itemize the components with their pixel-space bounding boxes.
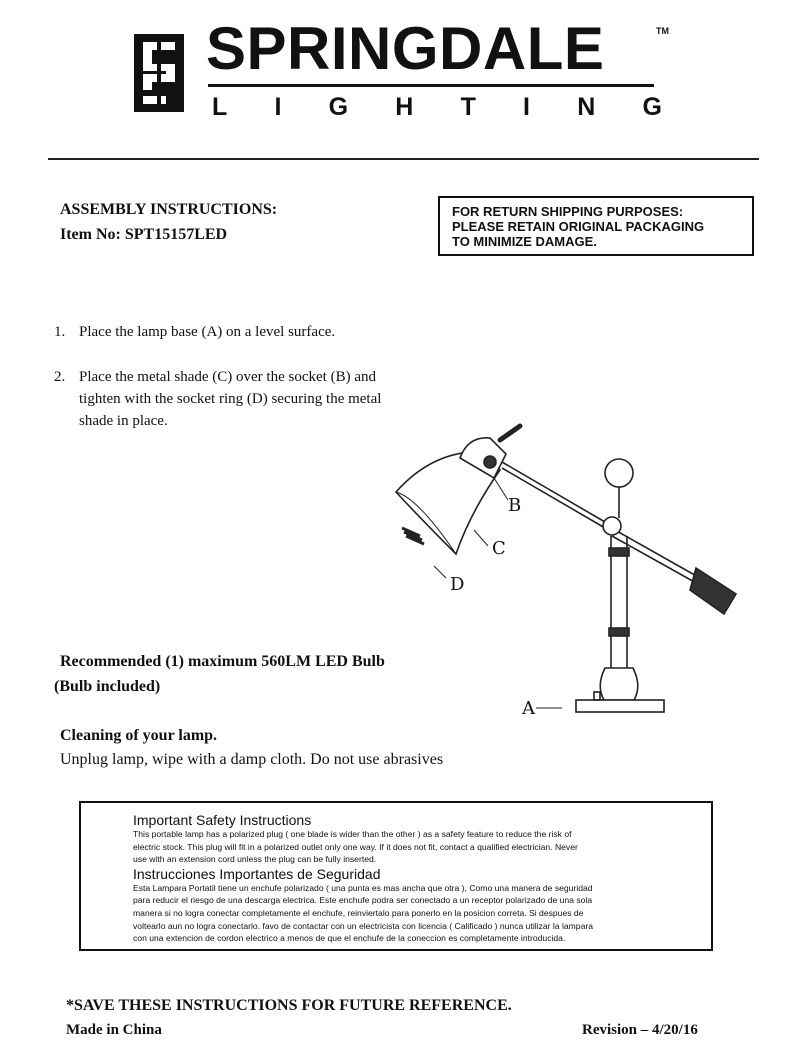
revision-date: Revision – 4/20/16 (582, 1022, 698, 1038)
safety-line-es: manera si no logra conectar completamente el enchufe, reinviertalo para ponerlo en la posicion correta. Si despues de (133, 907, 584, 918)
safety-line-es: con una extencion de cordon electrico a menos de que el enchufe de la coneccion es completamente introducida. (133, 933, 566, 944)
lamp-assembly-diagram (390, 418, 770, 718)
brand-sub-letter: T (460, 93, 476, 121)
safety-title-es: Instrucciones Importantes de Seguridad (133, 865, 381, 882)
label-a: A (522, 698, 535, 718)
label-d: D (450, 574, 465, 595)
brand-name: SPRINGDALE (206, 15, 605, 82)
label-c: C (492, 538, 506, 559)
lamp-base-a (576, 700, 664, 712)
brand-sub-letter: I (274, 93, 282, 121)
springdale-logo-mark (134, 34, 184, 112)
brand-sub-letter: G (328, 93, 349, 121)
notice-line: TO MINIMIZE DAMAGE. (452, 234, 597, 249)
brand-underline (208, 84, 654, 87)
safety-line-en: This portable lamp has a polarized plug ( one blade is wider than the other ) as a safety feature to reduce the risk of (133, 829, 572, 839)
cleaning-title: Cleaning of your lamp. (60, 727, 218, 744)
brand-subtitle (212, 95, 662, 120)
counterweight (690, 568, 736, 614)
brand-sub-letter: H (395, 93, 414, 121)
save-instructions-note: *SAVE THESE INSTRUCTIONS FOR FUTURE REFERENCE. (66, 997, 512, 1014)
assembly-title: ASSEMBLY INSTRUCTIONS: (60, 201, 278, 218)
bulb-included: (Bulb included) (54, 678, 161, 695)
step-text: Place the metal shade (C) over the socket (B) and tighten with the socket ring (D) securing the metal shade in place. (79, 369, 382, 429)
cleaning-text: Unplug lamp, wipe with a damp cloth. Do not use abrasives (60, 751, 444, 768)
brand-sub-letter: N (577, 93, 596, 121)
label-b: B (508, 495, 522, 516)
safety-line-es: para reducir el riesgo de una descarga electrica. Este enchufe podra ser conectado a un receptor polarizado de una sola (133, 895, 593, 906)
safety-line-es: Esta Lampara Portatil tiene un enchufe polarizado ( una punta es mas ancha que otra ), Como una manera de seguridad (133, 882, 593, 893)
bulb-recommendation: Recommended (1) maximum 560LM LED Bulb (60, 653, 385, 670)
step-number: 1. (54, 324, 66, 340)
brand-sub-letter: L (212, 93, 228, 121)
safety-line-en: electric stock. This plug will fit in a polarized outlet only one way. If it does not fit, contact a qualified electrician. Never (133, 841, 578, 852)
step-text: Place the lamp base (A) on a level surface. (79, 324, 336, 340)
return-shipping-notice (438, 196, 754, 256)
safety-instructions-box (79, 801, 713, 951)
trademark-symbol: TM (656, 26, 669, 36)
notice-line: PLEASE RETAIN ORIGINAL PACKAGING (452, 219, 705, 234)
made-in: Made in China (66, 1022, 162, 1038)
safety-line-es: voltearlo aun no logra conectarlo. favo de contactar con un electricista con licencia ( Calificado ) nunca utilizar la lampara (133, 920, 594, 931)
step-number: 2. (54, 369, 66, 385)
notice-line: FOR RETURN SHIPPING PURPOSES: (452, 204, 684, 219)
lamp-ring (605, 459, 633, 487)
header-divider (48, 158, 759, 160)
safety-line-en: use with an extension cord unless the plug can be fully inserted. (133, 854, 377, 865)
safety-title-en: Important Safety Instructions (133, 812, 312, 828)
brand-sub-letter: I (523, 93, 530, 121)
socket-ring-d (402, 528, 424, 544)
brand-sub-letter: G (642, 93, 662, 121)
item-number: Item No: SPT15157LED (60, 226, 228, 243)
